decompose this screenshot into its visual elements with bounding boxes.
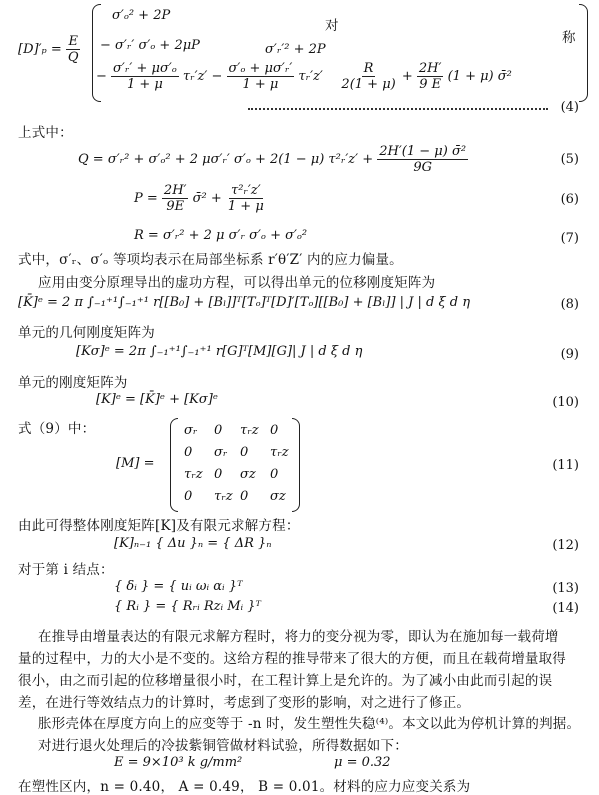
material-mu: μ = 0.32 bbox=[334, 755, 391, 770]
material-e: E = 9×10³ k g/mm² bbox=[114, 755, 243, 770]
p-eq9: 式（9）中： bbox=[18, 421, 96, 437]
matrix-m-cell: τᵣz bbox=[214, 489, 233, 504]
matrix-d-right-bracket bbox=[579, 4, 588, 102]
matrix-m-left-bracket bbox=[170, 418, 178, 512]
eq8: [K̄]ᵉ = 2 π ∫₋₁⁺¹∫₋₁⁺¹ r[[B₀] + [Bₗ]]ᵀ[Tₒ]ᵀ[D]′[Tₒ][[B₀] + [Bₗ]] | J | d ξ d η bbox=[18, 295, 471, 310]
eq14: { Rᵢ } = { Rᵣᵢ Rzᵢ Mᵢ }ᵀ bbox=[114, 599, 261, 614]
eq4-number: (4) bbox=[560, 100, 579, 115]
para4: 在塑性区内，n = 0.40， A = 0.49， B = 0.01。材料的应力应变关系为 bbox=[18, 779, 471, 795]
eq6: P = $\frac{2H'}{9E}$ σ̄² + $\frac{\text{τ²ᵣ′z′}}{1 + \mu}$ bbox=[134, 183, 264, 214]
eq10: [K]ᵉ = [K̄]ᵉ + [Kσ]ᵉ bbox=[96, 392, 218, 407]
dotted-leader bbox=[248, 108, 548, 110]
matrix-m-cell: σᵣ bbox=[184, 423, 198, 438]
matrix-m-cell: 0 bbox=[270, 467, 279, 482]
matrix-m-cell: τᵣz bbox=[270, 445, 289, 460]
matrix-m-cell: τᵣz bbox=[240, 423, 259, 438]
eq12-number: (12) bbox=[552, 538, 579, 553]
para3: 对进行退火处理后的冷拔紫铜管做材料试验，所得数据如下： bbox=[38, 738, 408, 754]
matrix-d-r2c2: σ′ᵣ′² + 2P bbox=[265, 42, 326, 57]
p-stress-deviator: 式中，σ′ᵣ、σ′ₒ 等项均表示在局部坐标系 r′θ′Z′ 内的应力偏量。 bbox=[18, 252, 403, 268]
matrix-d-lhs: [D]′ₚ = $\frac{E}{Q}$ bbox=[18, 34, 79, 65]
p-virtual-work: 应用由变分原理导出的虚功方程，可以得出单元的位移刚度矩阵为 bbox=[38, 275, 436, 291]
p-node-i: 对于第 i 结点： bbox=[18, 562, 114, 578]
matrix-m-cell: 0 bbox=[214, 467, 223, 482]
eq7: R = σ′ᵣ² + 2 μ σ′ᵣ σ′ₒ + σ′ₒ² bbox=[134, 228, 308, 243]
eq7-number: (7) bbox=[560, 231, 579, 246]
eq6-number: (6) bbox=[560, 192, 579, 207]
eq11-number: (11) bbox=[552, 458, 579, 473]
para1-line1: 在推导由增量表达的有限元求解方程时，将力的变分视为零，即认为在施加每一载荷增 bbox=[38, 629, 559, 645]
eq9: [Kσ]ᵉ = 2π ∫₋₁⁺¹∫₋₁⁺¹ r[G]ᵀ[M][G]| J | d ξ d η bbox=[76, 344, 363, 359]
matrix-m-cell: τᵣz bbox=[184, 467, 203, 482]
eq12: [K]ₙ₋₁ { Δu }ₙ = { ΔR }ₙ bbox=[114, 536, 272, 551]
eq5-number: (5) bbox=[560, 152, 579, 167]
label-above: 上式中： bbox=[18, 125, 73, 141]
matrix-m-cell: 0 bbox=[240, 445, 249, 460]
para1-line3: 很小，由之而引起的位移增量很小时，在工程计算上是允许的。为了减小由此而引起的误 bbox=[18, 673, 553, 689]
matrix-m-cell: 0 bbox=[240, 489, 249, 504]
eq13: { δᵢ } = { uᵢ ωᵢ αᵢ }ᵀ bbox=[114, 579, 243, 594]
matrix-d-r1c2: 对 bbox=[325, 18, 339, 34]
matrix-d-r2c1: − σ′ᵣ′ σ′ₒ + 2μP bbox=[100, 38, 200, 53]
matrix-m-cell: 0 bbox=[184, 445, 193, 460]
eq11-lhs: [M] = bbox=[116, 456, 155, 471]
para1-line4: 差，在进行等效结点力的计算时，考虑到了变形的影响，对之进行了修正。 bbox=[18, 695, 471, 711]
eq5: Q = σ′ᵣ² + σ′ₒ² + 2 μσ′ᵣ′ σ′ₒ + 2(1 − μ) τ²ᵣ′z′ + $\frac{\text{2H′(1 − μ) σ̄²}}{9G}$ bbox=[78, 144, 467, 175]
matrix-m-right-bracket bbox=[292, 418, 300, 512]
matrix-m-cell: 0 bbox=[214, 423, 223, 438]
matrix-m-cell: σz bbox=[270, 489, 286, 504]
p-global-stiffness: 由此可得整体刚度矩阵[K]及有限元求解方程： bbox=[18, 518, 300, 534]
eq13-number: (13) bbox=[552, 581, 579, 596]
matrix-d-r3: − $\frac{\text{σ′ᵣ′ + μσ′ₒ}}{1 + \mu}$ τᵣ′z′ − $\frac{\text{σ′ₒ + μσ′ᵣ′}}{1 + \mu}$ τᵣ′z′ $\frac{R}{2(1 + \mu)}$ + $\frac{2H'}{9 E}$ (1 + μ) σ̄² bbox=[96, 61, 512, 92]
matrix-d-r1c3: 称 bbox=[562, 30, 576, 46]
para2: 胀形壳体在厚度方向上的应变等于 -n 时，发生塑性失稳⁽⁴⁾。本文以此为停机计算的判据。 bbox=[38, 716, 581, 732]
matrix-d-r1c1: σ′ₒ² + 2P bbox=[112, 8, 171, 23]
matrix-m-cell: σᵣ bbox=[214, 445, 228, 460]
matrix-m-cell: σz bbox=[240, 467, 256, 482]
p-geometric-stiffness: 单元的几何刚度矩阵为 bbox=[18, 325, 155, 341]
matrix-m-cell: 0 bbox=[270, 423, 279, 438]
eq8-number: (8) bbox=[560, 297, 579, 312]
para1-line2: 量的过程中，力的大小是不变的。这给方程的推导带来了很大的方便，而且在载荷增量取得 bbox=[18, 651, 566, 667]
matrix-m-cell: 0 bbox=[184, 489, 193, 504]
p-stiffness: 单元的刚度矩阵为 bbox=[18, 375, 128, 391]
eq10-number: (10) bbox=[552, 395, 579, 410]
eq9-number: (9) bbox=[560, 347, 579, 362]
eq14-number: (14) bbox=[552, 601, 579, 616]
